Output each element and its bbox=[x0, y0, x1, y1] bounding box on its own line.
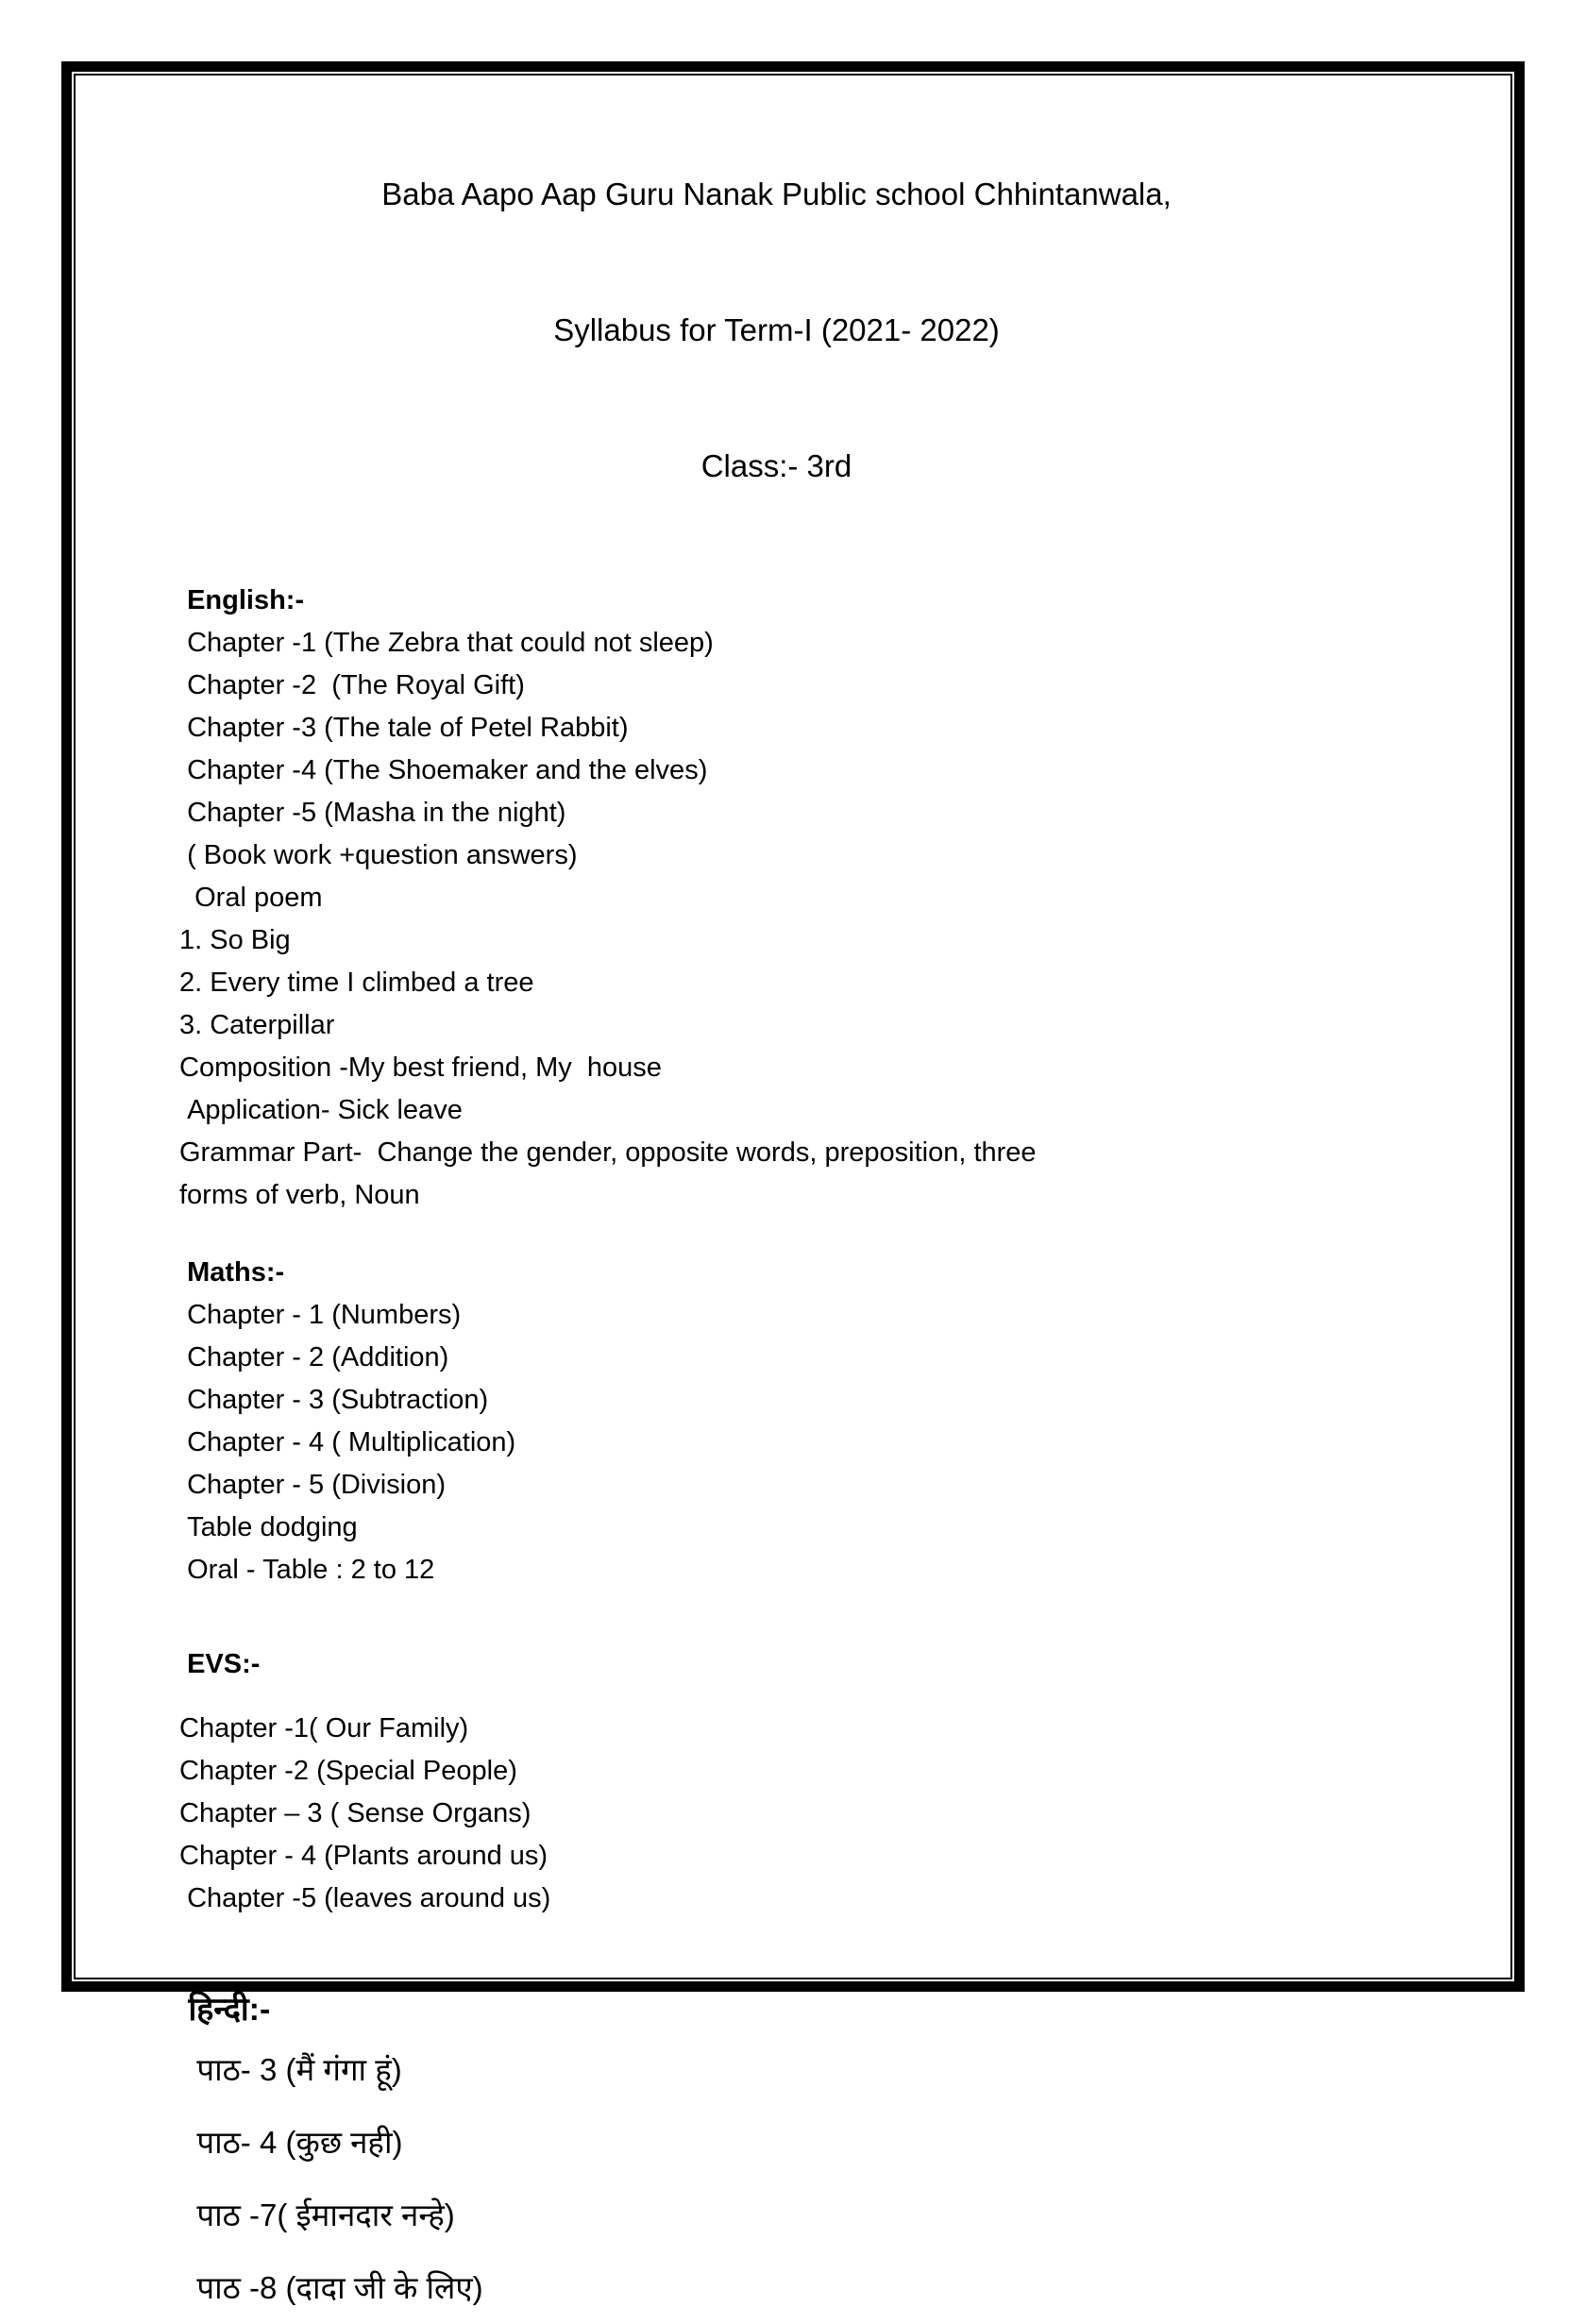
section-heading-maths: Maths:- bbox=[179, 1257, 285, 1288]
section-evs bbox=[179, 1643, 1374, 1920]
syllabus-line: Oral - Table : 2 to 12 bbox=[179, 1555, 435, 1585]
syllabus-line: Chapter - 3 (Subtraction) bbox=[179, 1385, 489, 1415]
section-maths bbox=[179, 1252, 1374, 1591]
syllabus-line: Chapter – 3 ( Sense Organs) bbox=[179, 1798, 531, 1828]
syllabus-line: Application- Sick leave bbox=[179, 1095, 463, 1125]
syllabus-line: forms of verb, Noun bbox=[179, 1180, 420, 1210]
document-content bbox=[179, 81, 1374, 2324]
syllabus-line: Chapter -2 (The Royal Gift) bbox=[179, 670, 525, 700]
syllabus-line: Oral poem bbox=[179, 883, 323, 913]
section-hindi bbox=[179, 1986, 1374, 2324]
syllabus-line: Chapter - 1 (Numbers) bbox=[179, 1300, 462, 1330]
syllabus-line: Chapter -5 (Masha in the night) bbox=[179, 798, 566, 828]
syllabus-line: Chapter -5 (leaves around us) bbox=[179, 1883, 551, 1913]
syllabus-line: Chapter -1( Our Family) bbox=[179, 1713, 469, 1743]
syllabus-line: पाठ- 3 (मैं गंगा हूं) bbox=[179, 2052, 402, 2087]
section-heading-evs: EVS:- bbox=[179, 1649, 261, 1679]
syllabus-line: Chapter - 4 (Plants around us) bbox=[179, 1841, 548, 1871]
document-header bbox=[179, 81, 1374, 580]
syllabus-line: पाठ -8 (दादा जी के लिए) bbox=[179, 2270, 483, 2305]
syllabus-line: Composition -My best friend, My house bbox=[179, 1053, 662, 1083]
school-name: Baba Aapo Aap Guru Nanak Public school Chhintanwala, bbox=[381, 177, 1172, 211]
syllabus-line: Chapter - 2 (Addition) bbox=[179, 1342, 449, 1373]
syllabus-line: Chapter -1 (The Zebra that could not sleep) bbox=[179, 628, 714, 658]
syllabus-line: Chapter -2 (Special People) bbox=[179, 1756, 517, 1786]
syllabus-term: Syllabus for Term-I (2021- 2022) bbox=[553, 312, 1000, 347]
section-english bbox=[179, 580, 1374, 1217]
syllabus-line: पाठ- 4 (कुछ नही) bbox=[179, 2125, 403, 2160]
syllabus-line: 1. So Big bbox=[179, 925, 291, 955]
syllabus-line: Grammar Part- Change the gender, opposite words, preposition, three bbox=[179, 1137, 1037, 1168]
syllabus-line: Chapter -3 (The tale of Petel Rabbit) bbox=[179, 713, 629, 743]
syllabus-line: Chapter -4 (The Shoemaker and the elves) bbox=[179, 755, 708, 785]
syllabus-line: Chapter - 4 ( Multiplication) bbox=[179, 1427, 516, 1457]
syllabus-line: पाठ -7( ईमानदार नन्हे) bbox=[179, 2198, 455, 2232]
syllabus-line: Chapter - 5 (Division) bbox=[179, 1470, 447, 1500]
syllabus-line: 3. Caterpillar bbox=[179, 1010, 335, 1040]
section-heading-hindi: हिन्दी:- bbox=[179, 1992, 271, 2028]
class-label: Class:- 3rd bbox=[700, 448, 852, 483]
syllabus-line: ( Book work +question answers) bbox=[179, 840, 578, 870]
section-heading-english: English:- bbox=[179, 585, 305, 615]
syllabus-line: 2. Every time I climbed a tree bbox=[179, 968, 534, 998]
syllabus-line: Table dodging bbox=[179, 1512, 358, 1542]
